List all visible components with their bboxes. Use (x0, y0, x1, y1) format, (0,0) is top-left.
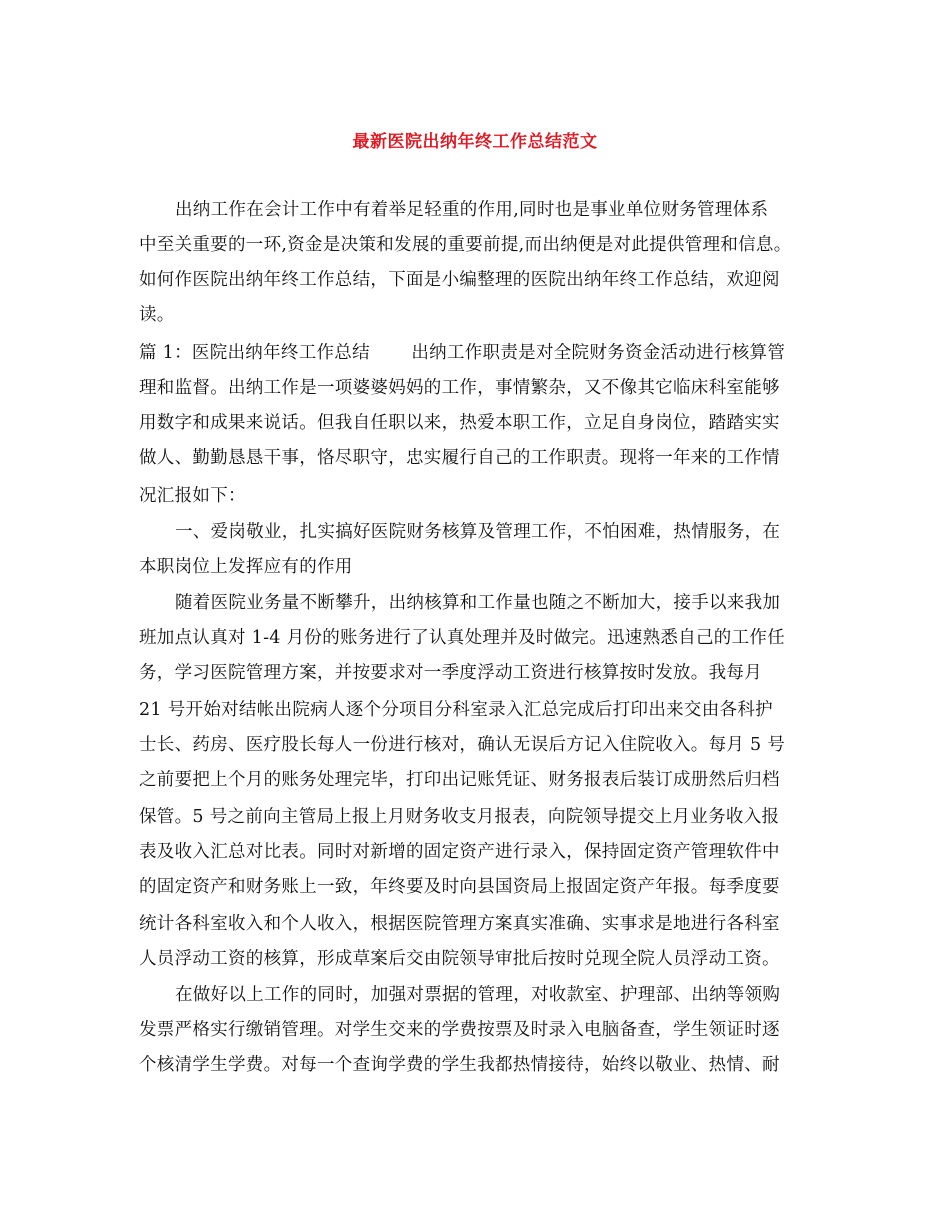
body-line: 班加点认真对 1-4 月份的账务进行了认真处理并及时做完。迅速熟悉自己的工作任 (139, 628, 786, 648)
body-line: 出纳工作在会计工作中有着举足轻重的作用,同时也是事业单位财务管理体系 (175, 200, 769, 220)
body-line: 士长、药房、医疗股长每人一份进行核对，确认无误后方记入住院收入。每月 5 号 (139, 735, 786, 755)
body-line: 务，学习医院管理方案，并按要求对一季度浮动工资进行核算按时发放。我每月 (139, 663, 762, 683)
body-line: 的固定资产和财务账上一致，年终要及时向县国资局上报固定资产年报。每季度要 (139, 877, 780, 897)
body-line: 做人、勤勤恳恳干事，恪尽职守，忠实履行自己的工作职责。现将一年来的工作情 (139, 448, 780, 468)
body-line: 况汇报如下： (139, 486, 246, 506)
body-line: 本职岗位上发挥应有的作用 (139, 557, 353, 577)
body-line: 个核清学生学费。对每一个查询学费的学生我都热情接待，始终以敬业、热情、耐 (139, 1055, 780, 1075)
document-title: 最新医院出纳年终工作总结范文 (352, 132, 598, 152)
body-line: 一、爱岗敬业，扎实搞好医院财务核算及管理工作，不怕困难，热情服务，在 (175, 522, 781, 542)
body-line: 表及收入汇总对比表。同时对新增的固定资产进行录入，保持固定资产管理软件中 (139, 842, 780, 862)
body-line: 用数字和成果来说话。但我自任职以来，热爱本职工作，立足自身岗位，踏踏实实 (139, 413, 780, 433)
body-line: 理和监督。出纳工作是一项婆婆妈妈的工作，事情繁杂，又不像其它临床科室能够 (139, 378, 780, 398)
body-line: 21 号开始对结帐出院病人逐个分项目分科室录入汇总完成后打印出来交由各科护 (139, 700, 773, 720)
body-line: 在做好以上工作的同时，加强对票据的管理，对收款室、护理部、出纳等领购 (175, 985, 781, 1005)
body-line: 篇 1：医院出纳年终工作总结 出纳工作职责是对全院财务资金活动进行核算管 (139, 343, 786, 363)
body-line: 人员浮动工资的核算，形成草案后交由院领导审批后按时兑现全院人员浮动工资。 (139, 949, 780, 969)
body-line: 随着医院业务量不断攀升，出纳核算和工作量也随之不断加大，接手以来我加 (175, 593, 781, 613)
body-line: 发票严格实行缴销管理。对学生交来的学费按票及时录入电脑备查，学生领证时逐 (139, 1020, 780, 1040)
body-line: 统计各科室收入和个人收入，根据医院管理方案真实准确、实事求是地进行各科室 (139, 914, 780, 934)
body-line: 如何作医院出纳年终工作总结，下面是小编整理的医院出纳年终工作总结，欢迎阅 (139, 270, 780, 290)
body-line: 保管。5 号之前向主管局上报上月财务收支月报表，向院领导提交上月业务收入报 (139, 807, 780, 827)
body-line: 读。 (139, 305, 175, 325)
body-line: 中至关重要的一环,资金是决策和发展的重要前提,而出纳便是对此提供管理和信息。 (139, 235, 792, 255)
body-line: 之前要把上个月的账务处理完毕，打印出记账凭证、财务报表后装订成册然后归档 (139, 770, 780, 790)
